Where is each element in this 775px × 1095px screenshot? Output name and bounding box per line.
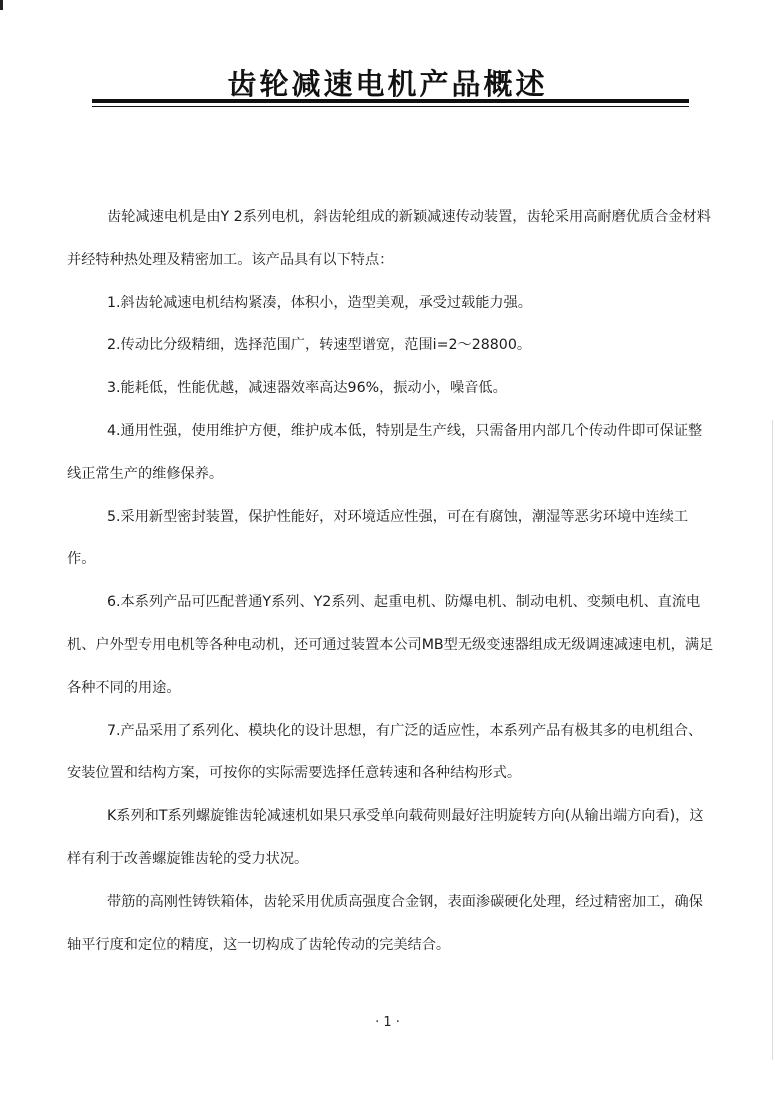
housing-paragraph: 带筋的高刚性铸铁箱体，齿轮采用优质高强度合金钢，表面渗碳硬化处理，经过精密加工，确保轴平行度和定位的精度，这一切构成了齿轮传动的完美结合。 (67, 893, 703, 953)
scan-edge-line (772, 420, 773, 1060)
scan-corner-mark (0, 0, 3, 10)
intro-paragraph: 齿轮减速电机是由Y 2系列电机，斜齿轮组成的新颖减速传动装置，齿轮采用高耐磨优质合金材料并经特种热处理及精密加工。该产品具有以下特点： (67, 209, 711, 268)
feature-item-7: 7.产品采用了系列化、模块化的设计思想，有广泛的适应性，本系列产品有极其多的电机组合、安装位置和结构方案，可按你的实际需要选择任意转速和各种结构形式。 (67, 722, 703, 782)
page-title: 齿轮减速电机产品概述 (227, 67, 548, 101)
feature-item-3: 3.能耗低，性能优越，减速器效率高达96%，振动小，噪音低。 (107, 380, 507, 397)
body-text (67, 196, 715, 966)
title-underline (92, 99, 689, 103)
feature-item-1: 1.斜齿轮减速电机结构紧凑，体积小，造型美观，承受过载能力强。 (107, 294, 532, 311)
bevel-gear-note: K系列和T系列螺旋锥齿轮减速机如果只承受单向载荷则最好注明旋转方向(从输出端方向看)，这样有利于改善螺旋锥齿轮的受力状况。 (67, 808, 704, 867)
feature-item-4: 4.通用性强，使用维护方便，维护成本低，特别是生产线，只需备用内部几个传动件即可保证整线正常生产的维修保养。 (67, 422, 703, 482)
page-number: · 1 · (375, 1015, 400, 1030)
feature-item-5: 5.采用新型密封装置，保护性能好，对环境适应性强，可在有腐蚀，潮湿等恶劣环境中连续工作。 (67, 508, 689, 568)
feature-item-6: 6.本系列产品可匹配普通Y系列、Y2系列、起重电机、防爆电机、制动电机、变频电机、直流电机、户外型专用电机等各种电动机，还可通过装置本公司MB型无级变速器组成无级调速减速电机，满足各种不同的用途。 (67, 594, 714, 696)
feature-item-2: 2.传动比分级精细，选择范围广，转速型谱宽，范围i=2～28800。 (107, 337, 532, 354)
